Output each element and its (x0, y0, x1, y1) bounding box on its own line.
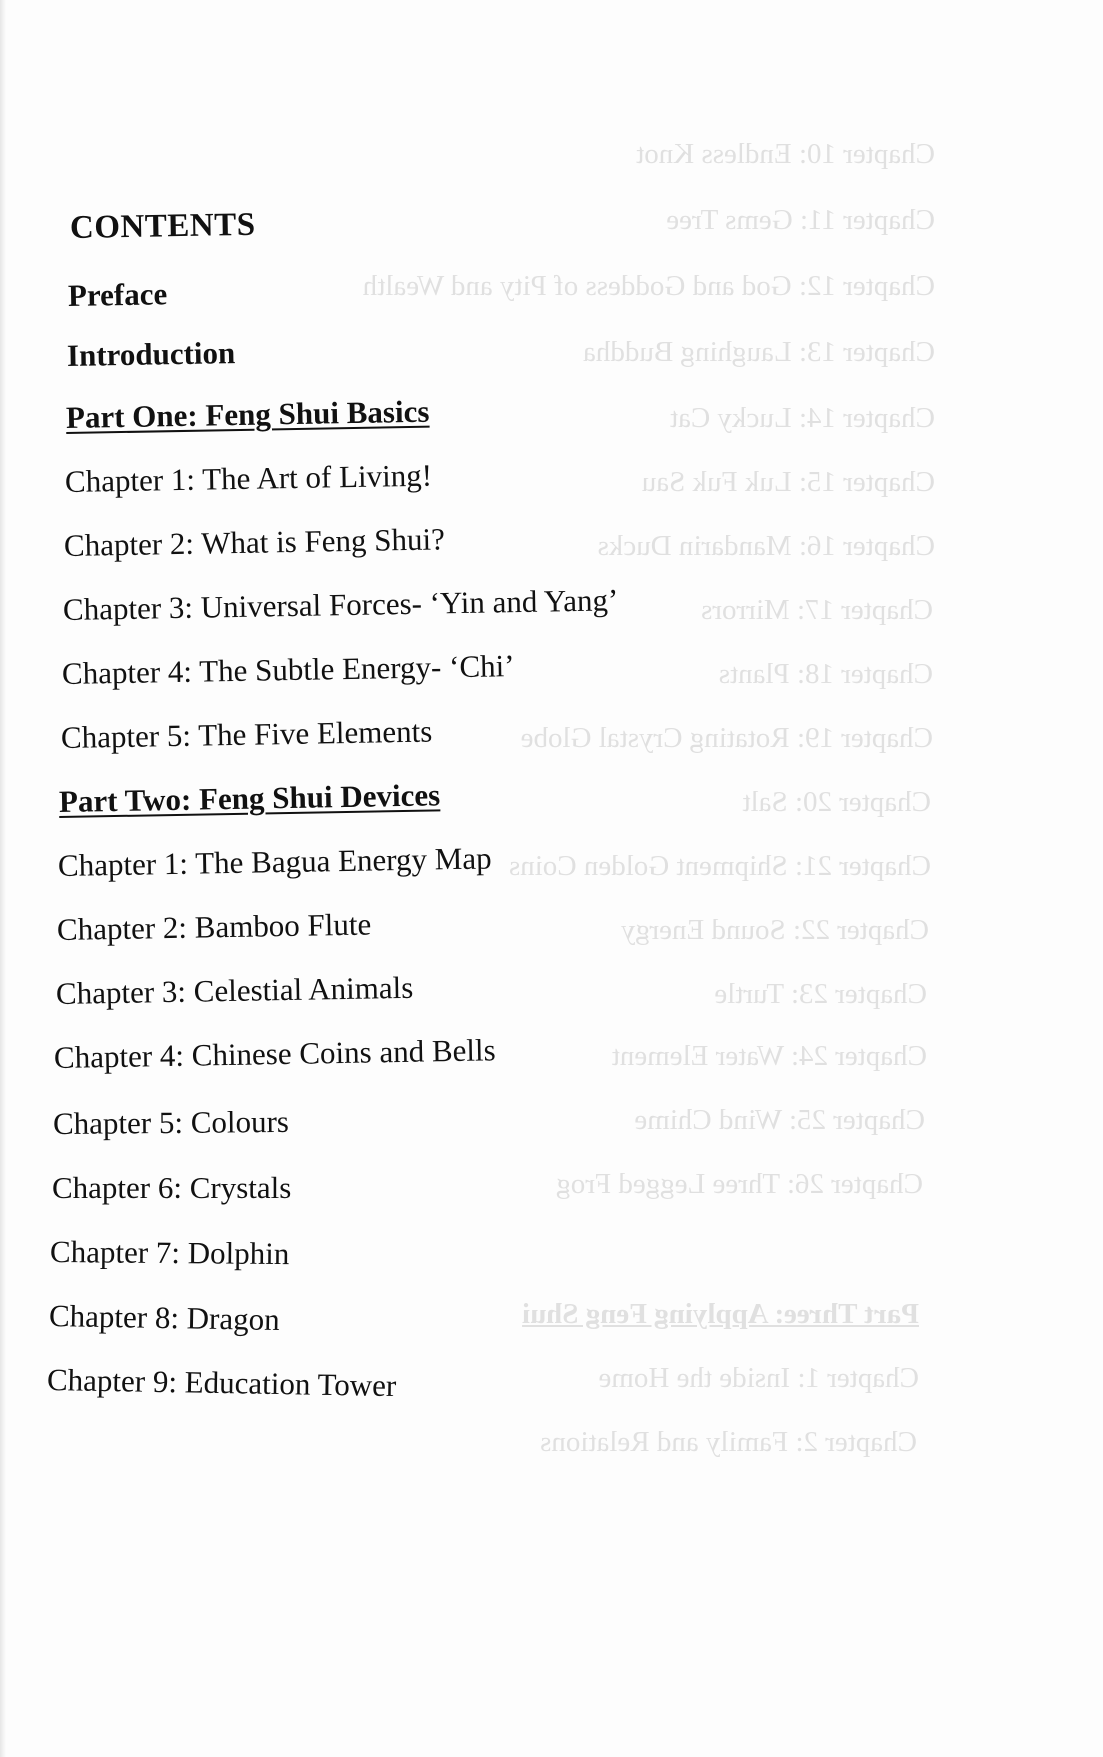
toc-entry-chapter: Chapter 4: Chinese Coins and Bells (53, 1032, 496, 1075)
bleed-line: Chapter 22: Sound Energy (621, 914, 929, 946)
bleed-part-heading: Part Three: Applying Feng Shui (522, 1298, 919, 1330)
bleed-line: Chapter 16: Mandarin Ducks (597, 530, 935, 562)
toc-entry-introduction: Introduction (66, 335, 236, 373)
bleed-line: Chapter 26: Three Legged Frog (556, 1168, 923, 1200)
toc-entry-chapter: Chapter 1: The Art of Living! (64, 457, 433, 499)
bleed-line: Chapter 15: Luk Fuk Sau (641, 466, 935, 498)
toc-entry-chapter: Chapter 5: The Five Elements (60, 713, 433, 755)
bleed-line: Chapter 11: Gems Tree (666, 204, 935, 236)
bleed-line: Chapter 21: Shipment Golden Coins (508, 850, 931, 882)
toc-entry-chapter: Chapter 7: Dolphin (49, 1234, 290, 1272)
toc-entry-chapter: Chapter 4: The Subtle Energy- ‘Chi’ (61, 648, 515, 691)
toc-entry-chapter: Chapter 9: Education Tower (46, 1362, 397, 1404)
part-one-heading: Part One: Feng Shui Basics (65, 393, 430, 435)
bleed-line: Chapter 2: Family and Relations (540, 1426, 917, 1458)
bleed-line: Chapter 12: God and Goddess of Pity and Wealth (362, 270, 935, 302)
toc-entry-chapter: Chapter 5: Colours (52, 1103, 290, 1141)
bleed-line: Chapter 25: Wind Chime (634, 1104, 925, 1136)
toc-entry-chapter: Chapter 1: The Bagua Energy Map (57, 840, 492, 883)
bleed-line: Chapter 20: Salt (742, 786, 931, 818)
toc-entry-chapter: Chapter 8: Dragon (48, 1298, 280, 1338)
toc-entry-chapter: Chapter 2: Bamboo Flute (56, 906, 372, 947)
bleed-line: Chapter 19: Rotating Crystal Globe (520, 722, 933, 754)
bleed-line: Chapter 14: Lucky Cat (670, 402, 935, 434)
toc-entry-chapter: Chapter 3: Universal Forces- ‘Yin and Yang’ (62, 582, 619, 627)
bleed-line: Chapter 10: Endless Knot (636, 138, 935, 170)
part-two-heading: Part Two: Feng Shui Devices (58, 777, 441, 819)
bleed-line: Chapter 23: Turtle (714, 978, 927, 1010)
bleed-line: Chapter 1: Inside the Home (598, 1362, 919, 1394)
toc-entry-preface: Preface (67, 276, 168, 313)
bleed-line: Chapter 13: Laughing Buddha (583, 336, 935, 368)
toc-entry-chapter: Chapter 2: What is Feng Shui? (63, 521, 446, 563)
contents-title: CONTENTS (69, 206, 256, 246)
bleed-line: Chapter 17: Mirrors (701, 594, 933, 626)
toc-entry-chapter: Chapter 3: Celestial Animals (55, 969, 414, 1011)
toc-entry-chapter: Chapter 6: Crystals (52, 1170, 292, 1205)
bleed-line: Chapter 18: Plants (718, 658, 933, 690)
bleed-line: Chapter 24: Water Element (611, 1040, 927, 1072)
